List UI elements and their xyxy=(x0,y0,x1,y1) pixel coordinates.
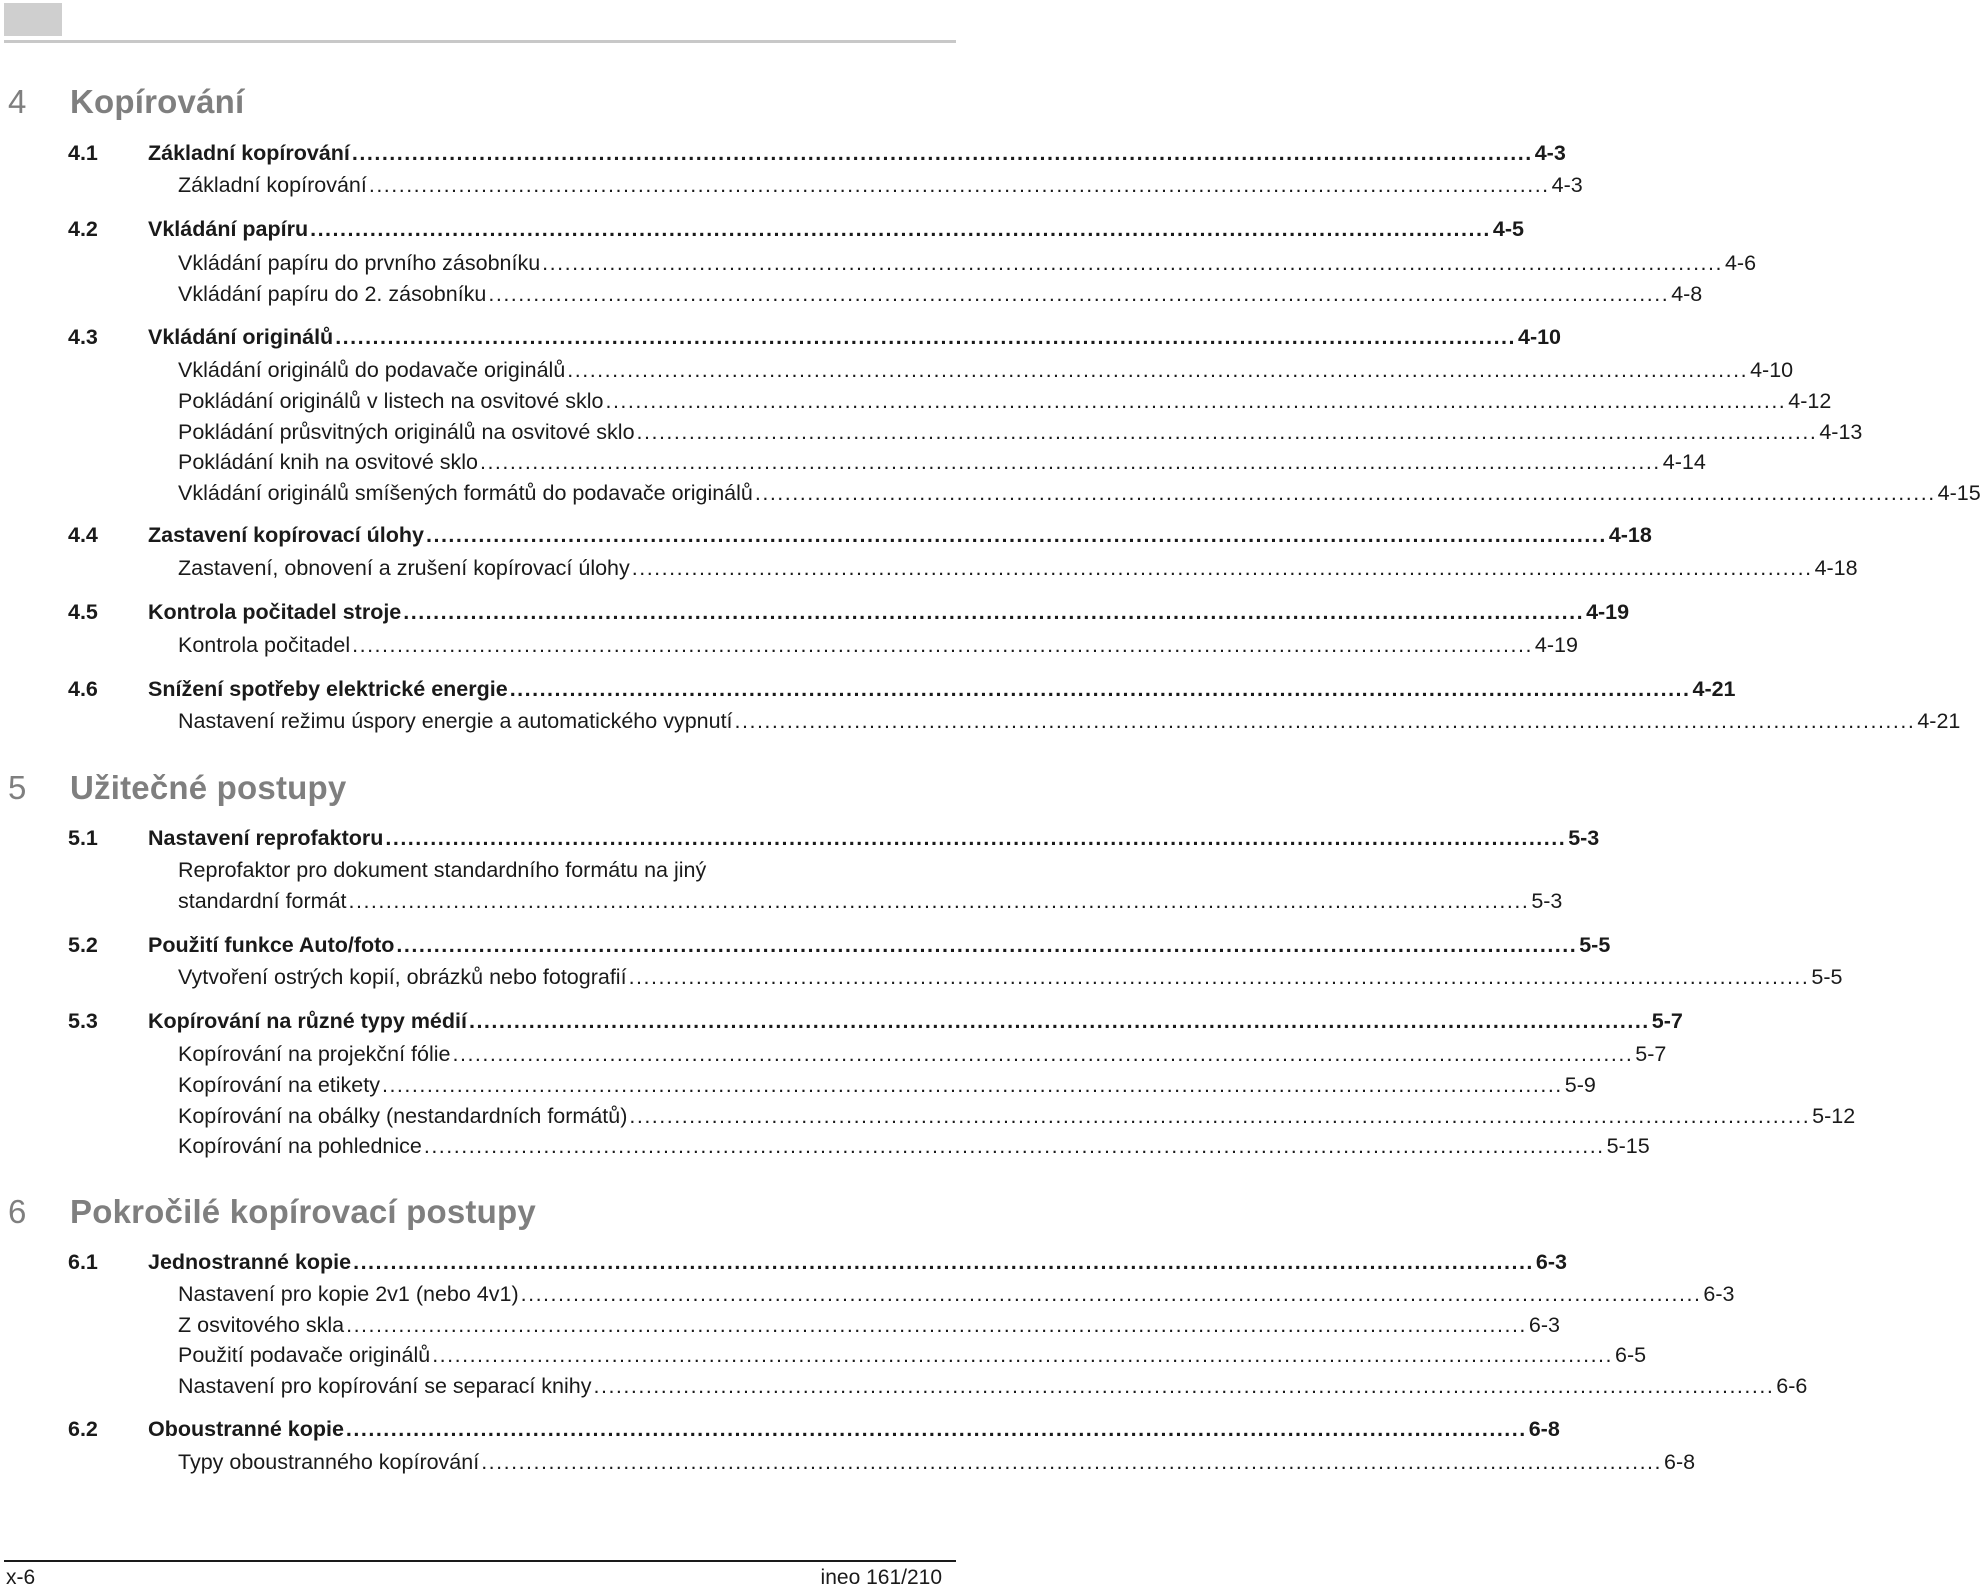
toc-section-row[interactable] xyxy=(0,823,1600,853)
toc-entry-row[interactable] xyxy=(0,447,1706,477)
leader-dots: .............................................................................................................................................................. xyxy=(628,965,1810,989)
toc-entry-row[interactable] xyxy=(0,248,1757,278)
entry-label: Použití podavače originálů xyxy=(178,1340,432,1370)
entry-label: Vkládání originálů smíšených formátů do podavače originálů xyxy=(178,478,755,508)
entry-label: Nastavení režimu úspory energie a automatického vypnutí xyxy=(178,706,735,736)
toc-entry-row[interactable] xyxy=(0,962,1843,992)
section-label: Snížení spotřeby elektrické energie xyxy=(148,674,510,704)
chapter-number: 5 xyxy=(8,769,27,806)
page-number: 6-3 xyxy=(1535,1250,1567,1274)
toc-section-row[interactable] xyxy=(0,930,1611,960)
entry-label: Kopírování na etikety xyxy=(178,1070,382,1100)
leader-dots: .............................................................................................................................................................. xyxy=(509,677,1691,701)
chapter-title: Užitečné postupy xyxy=(70,769,347,806)
page-number: 4-13 xyxy=(1819,420,1863,444)
section-number: 4.4 xyxy=(68,523,98,547)
toc-entry-row[interactable] xyxy=(0,1371,1808,1401)
leader-dots: .............................................................................................................................................................. xyxy=(468,1009,1650,1033)
leader-dots: .............................................................................................................................................................. xyxy=(479,450,1661,474)
entry-label: Nastavení pro kopírování se separací knihy xyxy=(178,1371,594,1401)
toc-entry-row[interactable] xyxy=(0,630,1578,660)
section-label: Kopírování na různé typy médií xyxy=(148,1006,469,1036)
toc-entry-row[interactable] xyxy=(0,1070,1596,1100)
entry-label: Zastavení, obnovení a zrušení kopírovací úlohy xyxy=(178,553,632,583)
toc-entry-row[interactable] xyxy=(0,553,1858,583)
toc-entry-row[interactable] xyxy=(0,170,1583,200)
leader-dots: .............................................................................................................................................................. xyxy=(520,1282,1702,1306)
toc-section-row[interactable] xyxy=(0,674,1736,704)
leader-dots: .............................................................................................................................................................. xyxy=(734,709,1916,733)
leader-dots: .............................................................................................................................................................. xyxy=(353,1250,1534,1274)
toc-entry-row[interactable] xyxy=(0,1131,1650,1161)
section-label: Vkládání originálů xyxy=(148,322,335,352)
page-number: 4-10 xyxy=(1750,358,1794,382)
section-number: 5.2 xyxy=(68,933,98,957)
section-number: 4.5 xyxy=(68,600,98,624)
toc-section-row[interactable] xyxy=(0,1247,1567,1277)
leader-dots: .............................................................................................................................................................. xyxy=(636,420,1818,444)
page-number: 4-18 xyxy=(1814,556,1858,580)
page-number: 4-6 xyxy=(1724,251,1757,275)
page-number: 4-19 xyxy=(1534,633,1578,657)
page-number: 4-3 xyxy=(1534,141,1566,165)
section-label: Jednostranné kopie xyxy=(148,1247,353,1277)
toc-entry-row[interactable] xyxy=(0,706,1961,736)
leader-dots: .............................................................................................................................................................. xyxy=(385,826,1567,850)
toc-entry-row[interactable] xyxy=(0,355,1794,385)
page-number: 5-7 xyxy=(1651,1009,1683,1033)
entry-label: Vkládání papíru do 2. zásobníku xyxy=(178,279,488,309)
section-number: 4.6 xyxy=(68,677,98,701)
entry-label: Reprofaktor pro dokument standardního formátu na jiný xyxy=(178,855,708,885)
entry-label: Pokládání originálů v listech na osvitové sklo xyxy=(178,386,605,416)
toc-entry-row[interactable] xyxy=(0,478,1981,508)
page-number: 5-7 xyxy=(1635,1042,1667,1066)
leader-dots: .............................................................................................................................................................. xyxy=(593,1374,1775,1398)
leader-dots: .............................................................................................................................................................. xyxy=(348,889,1530,913)
section-label: Zastavení kopírovací úlohy xyxy=(148,520,426,550)
section-number: 4.1 xyxy=(68,141,98,165)
leader-dots: .............................................................................................................................................................. xyxy=(567,358,1749,382)
footer-page-number: x-6 xyxy=(6,1566,36,1589)
leader-dots: .............................................................................................................................................................. xyxy=(381,1073,1563,1097)
page-number: 5-9 xyxy=(1564,1073,1596,1097)
leader-dots: .............................................................................................................................................................. xyxy=(605,389,1787,413)
leader-dots: .............................................................................................................................................................. xyxy=(452,1042,1634,1066)
chapter-title: Pokročilé kopírovací postupy xyxy=(70,1193,536,1230)
chapter-number: 6 xyxy=(8,1193,27,1230)
page-number: 5-15 xyxy=(1606,1134,1650,1158)
leader-dots: .............................................................................................................................................................. xyxy=(423,1134,1605,1158)
leader-dots: .............................................................................................................................................................. xyxy=(396,933,1578,957)
toc-entry-row[interactable] xyxy=(0,1310,1560,1340)
toc-entry-row[interactable] xyxy=(0,1279,1735,1309)
section-number: 4.3 xyxy=(68,325,98,349)
toc-section-row[interactable] xyxy=(0,597,1630,627)
toc-section-row[interactable] xyxy=(0,1414,1560,1444)
leader-dots: .............................................................................................................................................................. xyxy=(345,1417,1527,1441)
chapter-number: 4 xyxy=(8,83,27,120)
leader-dots: .............................................................................................................................................................. xyxy=(310,217,1491,241)
page-number: 4-18 xyxy=(1608,523,1652,547)
entry-label: Pokládání knih na osvitové sklo xyxy=(178,447,480,477)
page-number: 4-12 xyxy=(1788,389,1832,413)
leader-dots: .............................................................................................................................................................. xyxy=(352,633,1533,657)
section-label: Kontrola počitadel stroje xyxy=(148,597,403,627)
page-number: 4-19 xyxy=(1586,600,1630,624)
entry-label: Kopírování na pohlednice xyxy=(178,1131,424,1161)
entry-label: Typy oboustranného kopírování xyxy=(178,1447,481,1477)
toc-entry-row[interactable] xyxy=(0,1447,1696,1477)
leader-dots: .............................................................................................................................................................. xyxy=(481,1450,1662,1474)
entry-label: Kopírování na projekční fólie xyxy=(178,1039,453,1069)
entry-label: standardní formát xyxy=(178,886,349,916)
entry-label: Pokládání průsvitných originálů na osvitové sklo xyxy=(178,417,637,447)
page-number: 6-3 xyxy=(1528,1313,1560,1337)
page-number: 4-21 xyxy=(1917,709,1961,733)
leader-dots: .............................................................................................................................................................. xyxy=(754,481,1936,505)
header-rule xyxy=(4,40,956,43)
leader-dots: .............................................................................................................................................................. xyxy=(631,556,1813,580)
toc-section-row[interactable] xyxy=(0,138,1566,168)
page-number: 4-10 xyxy=(1517,325,1562,349)
leader-dots: .............................................................................................................................................................. xyxy=(351,141,1533,165)
page-number: 4-14 xyxy=(1662,450,1706,474)
toc-section-row[interactable] xyxy=(0,520,1652,550)
page-number: 5-5 xyxy=(1811,965,1843,989)
entry-label: Vkládání originálů do podavače originálů xyxy=(178,355,567,385)
page-number: 6-8 xyxy=(1664,1450,1696,1474)
toc-section-row[interactable] xyxy=(0,322,1562,352)
toc-entry-row[interactable] xyxy=(0,279,1703,309)
toc-entry-row[interactable] xyxy=(0,886,1563,916)
chapter-title: Kopírování xyxy=(70,83,245,120)
section-number: 4.2 xyxy=(68,217,98,241)
leader-dots: .............................................................................................................................................................. xyxy=(426,523,1607,547)
page-number: 4-15 xyxy=(1937,481,1981,505)
page-number: 5-12 xyxy=(1812,1104,1856,1128)
entry-label: Z osvitového skla xyxy=(178,1310,346,1340)
leader-dots: .............................................................................................................................................................. xyxy=(346,1313,1527,1337)
leader-dots: .............................................................................................................................................................. xyxy=(403,600,1585,624)
entry-label: Kontrola počitadel xyxy=(178,630,352,660)
page-number: 5-5 xyxy=(1579,933,1611,957)
leader-dots: .............................................................................................................................................................. xyxy=(488,282,1670,306)
section-number: 6.2 xyxy=(68,1417,98,1441)
section-label: Použití funkce Auto/foto xyxy=(148,930,396,960)
section-label: Nastavení reprofaktoru xyxy=(148,823,385,853)
section-number: 6.1 xyxy=(68,1250,98,1274)
toc-section-row[interactable] xyxy=(0,1006,1683,1036)
page-number: 6-8 xyxy=(1528,1417,1560,1441)
toc-entry-row[interactable] xyxy=(0,417,1863,447)
leader-dots: .............................................................................................................................................................. xyxy=(629,1104,1811,1128)
entry-label: Kopírování na obálky (nestandardních formátů) xyxy=(178,1101,629,1131)
leader-dots: .............................................................................................................................................................. xyxy=(368,173,1550,197)
footer-product-name: ineo 161/210 xyxy=(820,1566,942,1589)
section-number: 5.3 xyxy=(68,1009,98,1033)
toc-entry-row[interactable] xyxy=(0,1340,1647,1370)
entry-label: Nastavení pro kopie 2v1 (nebo 4v1) xyxy=(178,1279,521,1309)
page-number: 5-3 xyxy=(1531,889,1563,913)
toc-entry-row[interactable] xyxy=(0,1039,1667,1069)
page-number: 4-3 xyxy=(1551,173,1583,197)
toc-section-row[interactable] xyxy=(0,214,1524,244)
toc-entry-row[interactable] xyxy=(0,386,1832,416)
page-number: 4-8 xyxy=(1671,282,1703,306)
page-number: 6-5 xyxy=(1615,1343,1647,1367)
entry-label: Základní kopírování xyxy=(178,170,369,200)
page-number: 4-5 xyxy=(1492,217,1524,241)
section-label: Základní kopírování xyxy=(148,138,352,168)
leader-dots: .............................................................................................................................................................. xyxy=(335,325,1516,349)
page-number: 5-3 xyxy=(1568,826,1600,850)
toc-entry-row[interactable] xyxy=(0,855,942,885)
header-tab xyxy=(4,3,62,36)
toc-entry-row[interactable] xyxy=(0,1101,1856,1131)
entry-label: Vkládání papíru do prvního zásobníku xyxy=(178,248,542,278)
page-number: 4-21 xyxy=(1692,677,1736,701)
page-number: 6-3 xyxy=(1703,1282,1735,1306)
section-label: Vkládání papíru xyxy=(148,214,310,244)
section-number: 5.1 xyxy=(68,826,98,850)
leader-dots: .............................................................................................................................................................. xyxy=(542,251,1723,275)
page-number: 6-6 xyxy=(1776,1374,1808,1398)
leader-dots: .............................................................................................................................................................. xyxy=(432,1343,1613,1367)
footer-rule xyxy=(4,1560,956,1562)
section-label: Oboustranné kopie xyxy=(148,1414,346,1444)
entry-label: Vytvoření ostrých kopií, obrázků nebo fotografií xyxy=(178,962,629,992)
